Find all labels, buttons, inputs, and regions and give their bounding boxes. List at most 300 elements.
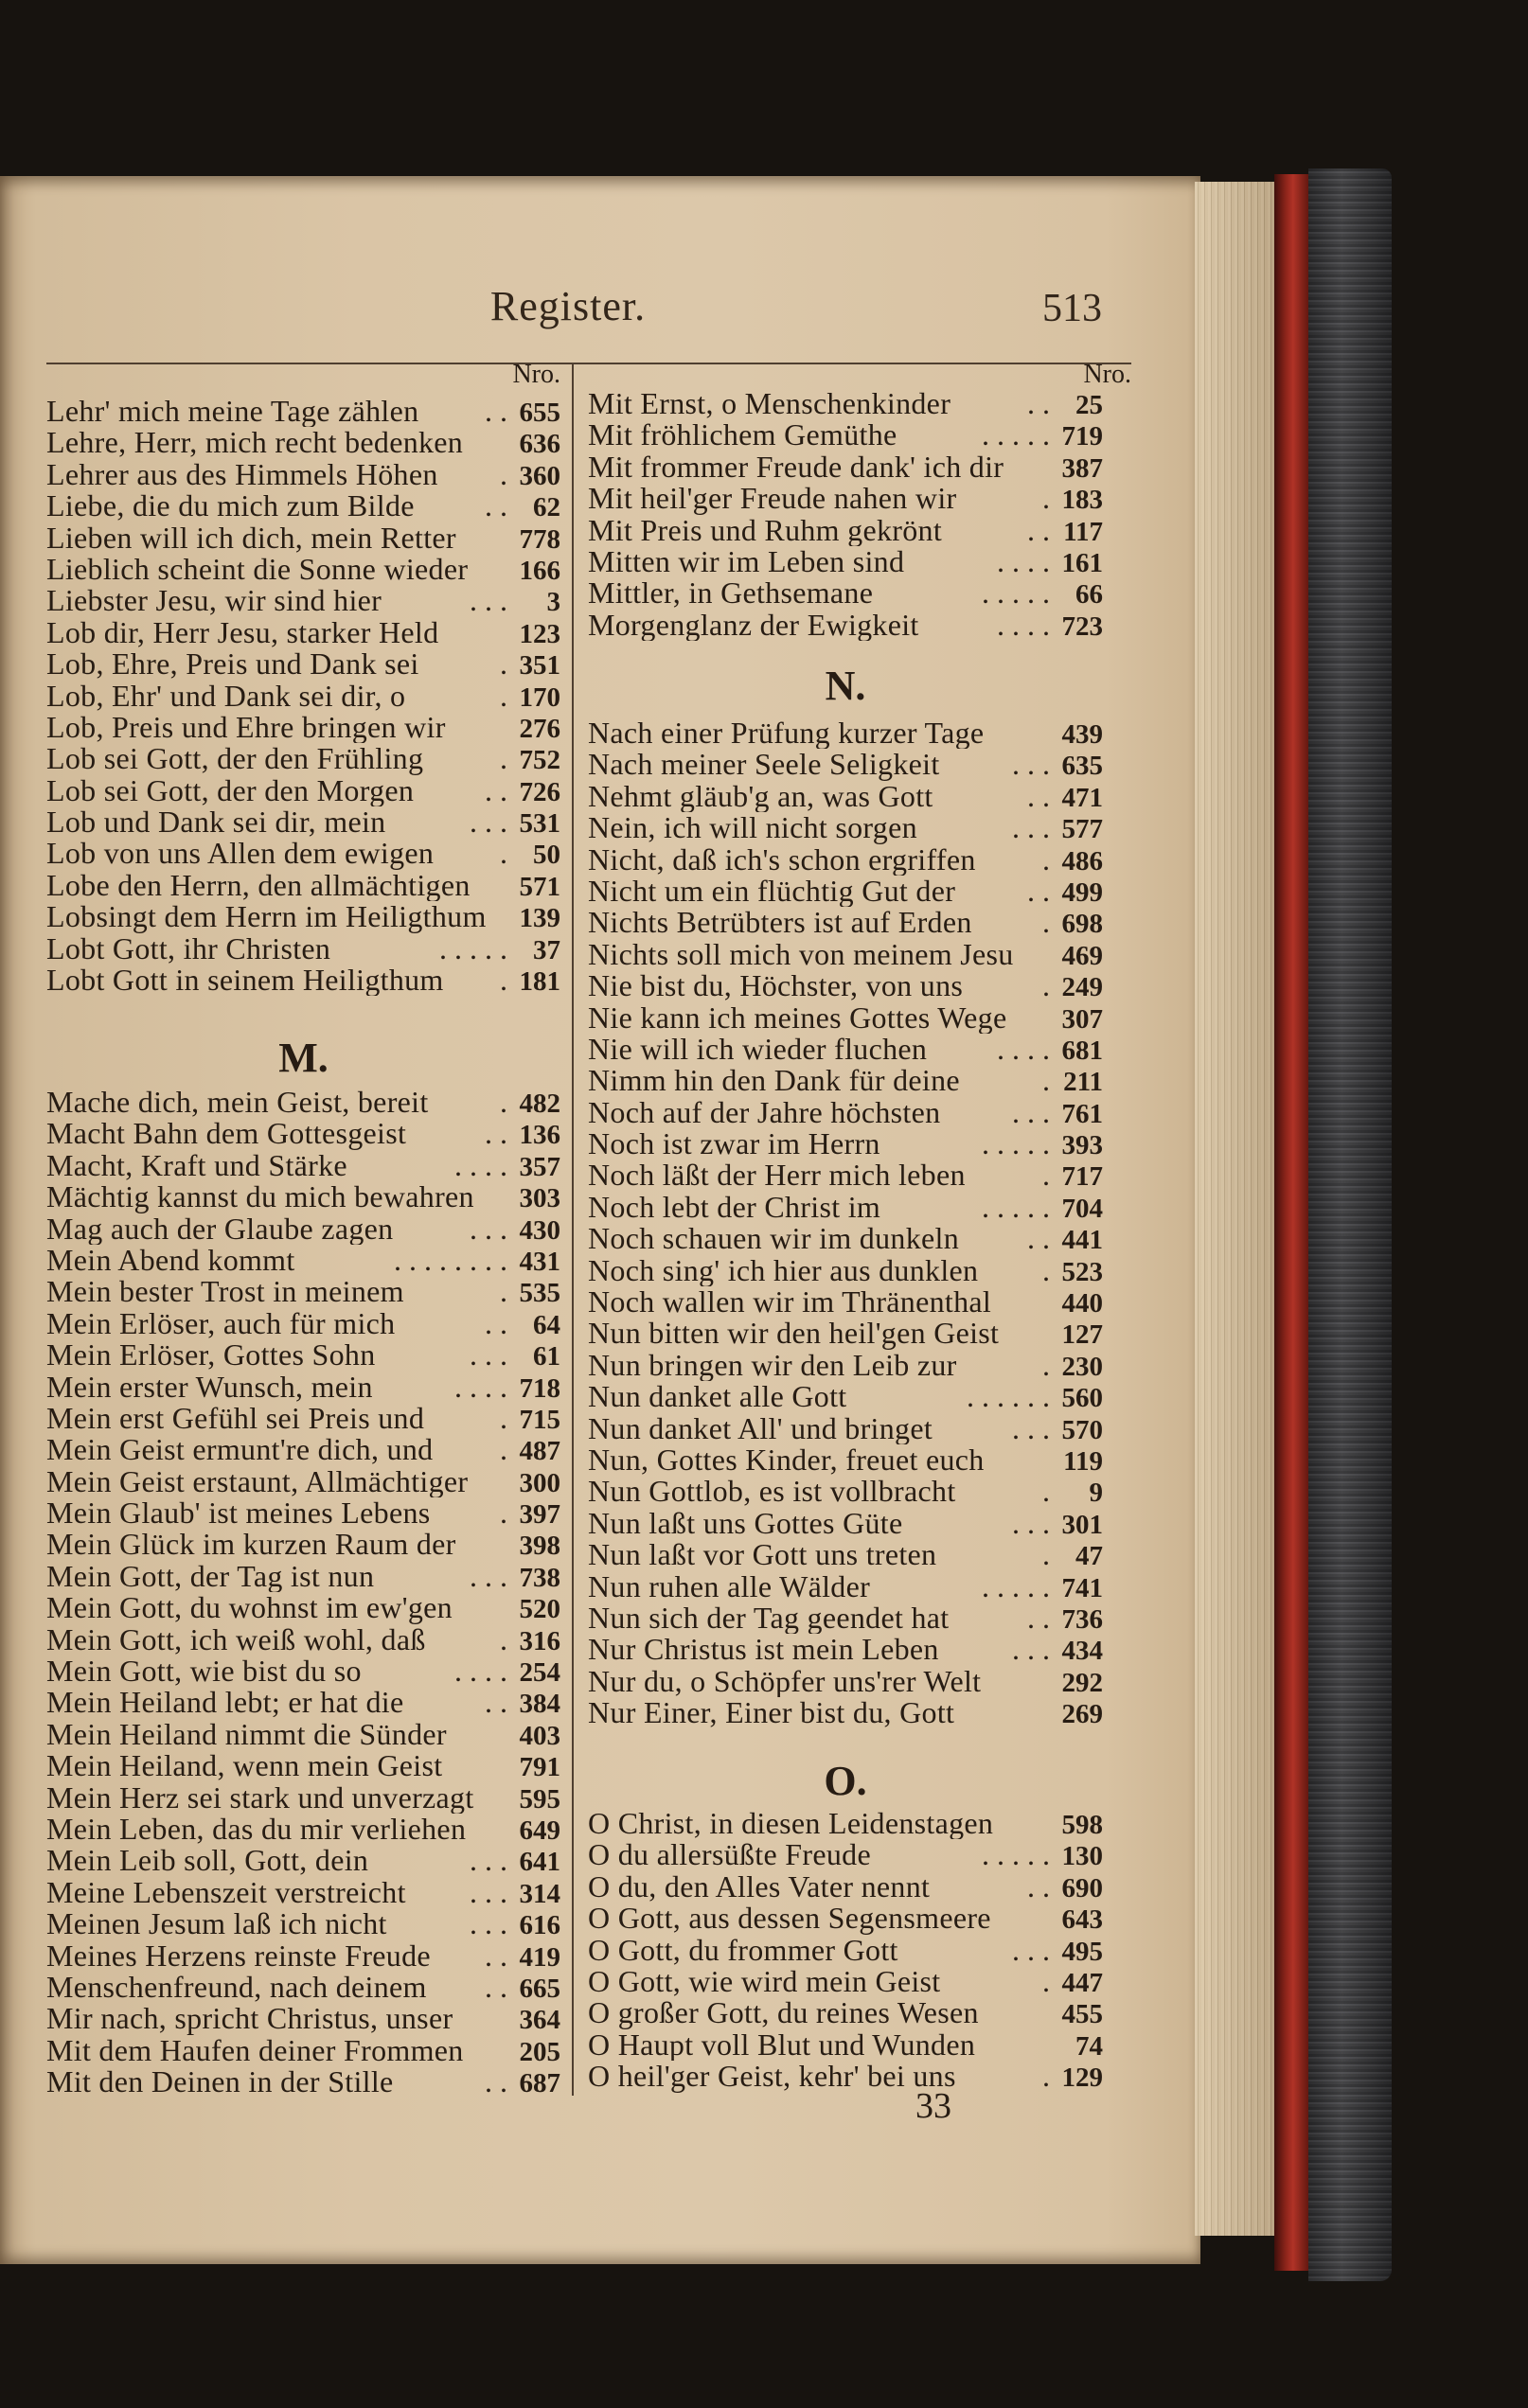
entry-leader-dots: . . . — [1012, 749, 1050, 781]
entry-title: Noch wallen wir im Thränenthal — [588, 1286, 992, 1319]
index-entry — [46, 1087, 560, 1118]
index-entry — [46, 1466, 560, 1497]
hymn-number: 531 — [519, 808, 560, 840]
hymn-number: 520 — [519, 1594, 560, 1625]
hymn-number: 130 — [1061, 1841, 1103, 1872]
index-entry — [46, 1150, 560, 1181]
hymn-number: 254 — [519, 1657, 560, 1689]
entry-leader-dots: . — [1042, 1965, 1050, 1998]
entry-title: Noch ist zwar im Herrn — [588, 1128, 880, 1160]
entry-title: Nie bist du, Höchster, von uns — [588, 970, 964, 1002]
entry-title: O heil'ger Geist, kehr' bei uns — [588, 2061, 956, 2093]
index-entry — [588, 1065, 1103, 1096]
entry-title: Lobsingt dem Herrn im Heiligthum — [46, 901, 487, 933]
section-heading-n: N. — [825, 663, 866, 709]
entry-title: Mein Geist ermunt're dich, und — [46, 1434, 434, 1466]
entry-title: Mit dem Haufen deiner Frommen — [46, 2034, 464, 2067]
hymn-number: 276 — [519, 713, 560, 744]
entry-title: Nichts soll mich von meinem Jesu — [588, 938, 1014, 971]
entry-title: Noch lebt der Christ im — [588, 1191, 881, 1224]
hymn-number: 301 — [1061, 1509, 1103, 1540]
entry-title: Nichts Betrübters ist auf Erden — [588, 907, 972, 939]
hymn-number: 384 — [519, 1689, 560, 1720]
entry-leader-dots: . — [500, 1276, 507, 1308]
index-entry — [46, 806, 560, 838]
entry-leader-dots: . . — [1027, 875, 1050, 908]
entry-leader-dots: . . — [485, 1687, 507, 1719]
entry-leader-dots: . . — [1027, 1870, 1050, 1903]
entry-title: Nach meiner Seele Seligkeit — [588, 749, 940, 781]
entry-title: Mein Geist erstaunt, Allmächtiger — [46, 1465, 469, 1498]
entry-leader-dots: . . — [485, 1971, 507, 2004]
hymn-number: 403 — [519, 1720, 560, 1751]
index-entry — [588, 1192, 1103, 1223]
hymn-number: 482 — [519, 1089, 560, 1119]
hymn-number: 752 — [519, 745, 560, 776]
entry-leader-dots: . — [500, 458, 507, 491]
hymn-number: 726 — [519, 776, 560, 807]
entry-title: Meinen Jesum laß ich nicht — [46, 1908, 387, 1940]
index-entry — [588, 1839, 1103, 1870]
hymn-number: 269 — [1061, 1699, 1103, 1730]
index-entry — [46, 1687, 560, 1718]
entry-title: Nun laßt uns Gottes Güte — [588, 1507, 903, 1540]
entry-leader-dots: . — [1042, 1160, 1050, 1192]
hymn-number: 314 — [519, 1878, 560, 1909]
entry-title: Mein Leib soll, Gott, dein — [46, 1845, 369, 1877]
index-entry — [588, 781, 1103, 812]
hymn-number: 211 — [1063, 1067, 1103, 1098]
hymn-number: 351 — [519, 650, 560, 682]
hymn-number: 598 — [1061, 1810, 1103, 1840]
entry-title: Mein Glück im kurzen Raum der — [46, 1529, 456, 1561]
entry-leader-dots: . . . . — [454, 1371, 507, 1403]
index-entry — [588, 939, 1103, 970]
hymn-number: 419 — [519, 1941, 560, 1973]
entry-title: O Haupt voll Blut und Wunden — [588, 2028, 976, 2062]
entry-title: Mein Gott, ich weiß wohl, daß — [46, 1623, 426, 1656]
entry-leader-dots: . — [1042, 1254, 1050, 1287]
hymn-number: 719 — [1061, 421, 1103, 452]
index-entry — [46, 743, 560, 774]
hymn-number: 741 — [1061, 1572, 1103, 1603]
index-entry — [46, 1403, 560, 1434]
entry-leader-dots: . — [500, 648, 507, 681]
entry-leader-dots: . . . — [1012, 1934, 1050, 1966]
index-entry — [588, 1255, 1103, 1286]
entry-leader-dots: . — [1042, 970, 1050, 1002]
index-entry — [46, 1339, 560, 1371]
hymn-number: 715 — [519, 1404, 560, 1435]
hymn-number: 791 — [519, 1752, 560, 1783]
entry-title: Nie kann ich meines Gottes Wege — [588, 1001, 1007, 1034]
index-entry — [46, 1372, 560, 1403]
entry-title: Lob sei Gott, der den Frühling — [46, 743, 424, 775]
index-entry — [588, 388, 1103, 419]
hymn-number: 387 — [1061, 452, 1103, 484]
index-entry — [588, 1286, 1103, 1318]
entry-leader-dots: . . . — [470, 1560, 507, 1593]
index-entry — [588, 1128, 1103, 1160]
entry-leader-dots: . . . . . — [982, 1128, 1050, 1160]
entry-title: Nun Gottlob, es ist vollbracht — [588, 1476, 956, 1508]
index-entry — [46, 1181, 560, 1213]
number-column-label-right: Nro. — [1083, 360, 1131, 389]
hymn-number: 718 — [519, 1372, 560, 1404]
index-entry — [588, 1476, 1103, 1507]
entry-title: Mit fröhlichem Gemüthe — [588, 419, 897, 452]
index-entry — [46, 1561, 560, 1592]
hymn-number: 300 — [519, 1467, 560, 1498]
index-entry — [588, 717, 1103, 749]
index-entry — [46, 1592, 560, 1623]
cover-edge — [1274, 174, 1308, 2271]
entry-leader-dots: . — [1042, 843, 1050, 876]
entry-leader-dots: . . — [485, 490, 507, 522]
index-entry — [46, 775, 560, 806]
index-list-n — [588, 717, 1103, 1729]
index-entry — [46, 1245, 560, 1276]
entry-title: Mein Abend kommt — [46, 1244, 295, 1277]
entry-leader-dots: . . — [485, 2066, 507, 2098]
index-entry — [588, 1097, 1103, 1128]
hymn-number: 64 — [533, 1309, 560, 1340]
entry-title: Mein Gott, wie bist du so — [46, 1656, 362, 1688]
index-entry — [588, 1966, 1103, 1997]
entry-title: Lobt Gott in seinem Heiligthum — [46, 965, 444, 997]
entry-title: O du allersüßte Freude — [588, 1839, 871, 1871]
entry-leader-dots: . — [1042, 2061, 1050, 2093]
entry-title: Meines Herzens reinste Freude — [46, 1939, 431, 1972]
index-entry — [46, 1213, 560, 1245]
entry-title: Mag auch der Glaube zagen — [46, 1213, 394, 1245]
index-entry — [46, 1118, 560, 1149]
index-entry — [46, 427, 560, 458]
hymn-number: 636 — [519, 429, 560, 460]
hymn-number: 441 — [1061, 1225, 1103, 1256]
hymn-number: 486 — [1061, 845, 1103, 876]
index-entry — [588, 812, 1103, 843]
index-entry — [46, 870, 560, 901]
entry-title: Mit Preis und Ruhm gekrönt — [588, 514, 943, 546]
hymn-number: 166 — [519, 555, 560, 586]
index-entry — [588, 546, 1103, 577]
entry-title: Mein Erlöser, Gottes Sohn — [46, 1339, 376, 1372]
hymn-number: 471 — [1061, 782, 1103, 813]
entry-leader-dots: . . . . . — [982, 577, 1050, 610]
entry-leader-dots: . — [1042, 1349, 1050, 1382]
entry-leader-dots: . — [500, 1087, 507, 1119]
index-entry — [46, 1624, 560, 1656]
entry-title: Mein Leben, das du mir verliehen — [46, 1813, 467, 1846]
index-entry — [588, 1997, 1103, 2028]
hymn-number: 430 — [519, 1214, 560, 1246]
entry-title: Lieben will ich dich, mein Retter — [46, 522, 456, 554]
index-entry — [588, 1602, 1103, 1634]
index-entry — [588, 1002, 1103, 1034]
index-entry — [588, 844, 1103, 876]
entry-leader-dots: . . . — [1012, 1507, 1050, 1540]
index-entry — [588, 1318, 1103, 1349]
hymn-number: 66 — [1075, 579, 1103, 611]
entry-title: Mächtig kannst du mich bewahren — [46, 1181, 474, 1213]
entry-title: Nehmt gläub'g an, was Gott — [588, 780, 933, 813]
page-number: 513 — [1042, 287, 1102, 330]
number-column-label-left: Nro. — [512, 360, 560, 389]
index-entry — [46, 490, 560, 522]
entry-title: Lehr' mich meine Tage zählen — [46, 396, 419, 428]
hymn-number: 205 — [519, 2036, 560, 2067]
index-entry — [46, 1434, 560, 1465]
index-entry — [46, 1656, 560, 1687]
entry-title: Noch läßt der Herr mich leben — [588, 1160, 966, 1192]
entry-title: Lob und Dank sei dir, mein — [46, 806, 386, 839]
hymn-number: 641 — [519, 1847, 560, 1878]
section-heading-o: O. — [824, 1758, 867, 1804]
entry-title: Morgenglanz der Ewigkeit — [588, 609, 919, 642]
entry-leader-dots: . — [1042, 907, 1050, 939]
column-divider — [572, 363, 574, 2096]
hymn-number: 74 — [1075, 2030, 1103, 2062]
index-entry — [588, 1808, 1103, 1839]
entry-title: Mein erster Wunsch, mein — [46, 1371, 373, 1403]
entry-title: Mein Gott, du wohnst im ew'gen — [46, 1592, 453, 1624]
index-entry — [588, 1935, 1103, 1966]
index-entry — [46, 1877, 560, 1908]
entry-title: Mein Herz sei stark und unverzagt — [46, 1781, 474, 1814]
entry-title: Lehrer aus des Himmels Höhen — [46, 458, 438, 491]
entry-leader-dots: . — [500, 1434, 507, 1466]
entry-title: Nicht, daß ich's schon ergriffen — [588, 843, 976, 876]
hymn-number: 595 — [519, 1783, 560, 1815]
entry-leader-dots: . . — [1027, 514, 1050, 546]
entry-leader-dots: . . . — [470, 1876, 507, 1909]
index-entry — [588, 1034, 1103, 1065]
entry-title: Mit den Deinen in der Stille — [46, 2066, 394, 2098]
page-title: Register. — [489, 283, 647, 329]
hymn-number: 292 — [1061, 1667, 1103, 1698]
hymn-number: 778 — [519, 523, 560, 555]
hymn-number: 698 — [1061, 909, 1103, 940]
hymn-number: 249 — [1061, 972, 1103, 1003]
entry-title: Noch schauen wir im dunkeln — [588, 1223, 960, 1255]
index-entry — [588, 577, 1103, 609]
index-entry — [46, 838, 560, 869]
index-entry — [588, 1160, 1103, 1191]
entry-leader-dots: . . . . . — [982, 1839, 1050, 1871]
entry-title: Nun laßt vor Gott uns treten — [588, 1539, 937, 1571]
entry-title: Nun ruhen alle Wälder — [588, 1570, 871, 1602]
index-entry — [588, 2029, 1103, 2061]
hymn-number: 560 — [1061, 1383, 1103, 1414]
entry-title: Noch auf der Jahre höchsten — [588, 1096, 941, 1129]
entry-leader-dots: . . . — [470, 1845, 507, 1877]
hymn-number: 61 — [533, 1341, 560, 1372]
entry-title: Nun sich der Tag geendet hat — [588, 1602, 950, 1635]
entry-leader-dots: . . — [485, 1118, 507, 1150]
entry-title: Nur Christus ist mein Leben — [588, 1634, 939, 1666]
hymn-number: 690 — [1061, 1872, 1103, 1903]
entry-leader-dots: . . . . . — [439, 932, 507, 965]
index-entry — [46, 1908, 560, 1939]
entry-title: O Gott, du frommer Gott — [588, 1934, 898, 1966]
entry-leader-dots: . . . . — [997, 609, 1050, 642]
signature-mark: 33 — [915, 2086, 951, 2126]
index-entry — [588, 452, 1103, 483]
hymn-number: 357 — [519, 1151, 560, 1182]
hymn-number: 181 — [519, 966, 560, 998]
entry-title: Mein Heiland, wenn mein Geist — [46, 1750, 443, 1782]
entry-leader-dots: . . . — [470, 1213, 507, 1245]
index-entry — [46, 901, 560, 932]
entry-leader-dots: . . . . — [997, 545, 1050, 578]
entry-title: Lieblich scheint die Sonne wieder — [46, 553, 469, 586]
entry-leader-dots: . . — [1027, 1602, 1050, 1635]
hymn-number: 681 — [1061, 1035, 1103, 1066]
entry-leader-dots: . . . — [1012, 1096, 1050, 1129]
hymn-number: 139 — [519, 903, 560, 934]
entry-leader-dots: . . — [485, 1939, 507, 1972]
hymn-number: 117 — [1063, 516, 1103, 547]
header-rule — [46, 363, 1131, 364]
hymn-number: 397 — [519, 1499, 560, 1531]
entry-leader-dots: . . — [1027, 1223, 1050, 1255]
entry-title: Lobe den Herrn, den allmächtigen — [46, 869, 471, 902]
entry-title: Nimm hin den Dank für deine — [588, 1065, 960, 1097]
hymn-number: 3 — [546, 587, 560, 618]
hymn-number: 455 — [1061, 1999, 1103, 2030]
index-entry — [588, 1871, 1103, 1903]
index-entry — [46, 396, 560, 427]
entry-leader-dots: . — [500, 1402, 507, 1435]
hymn-number: 717 — [1061, 1161, 1103, 1193]
entry-title: Nun danket alle Gott — [588, 1381, 847, 1413]
index-entry — [588, 1350, 1103, 1381]
index-entry — [588, 1903, 1103, 1934]
index-entry — [46, 933, 560, 965]
hymn-number: 170 — [519, 682, 560, 713]
index-entry — [588, 1666, 1103, 1697]
entry-title: Mein bester Trost in meinem — [46, 1276, 404, 1308]
entry-title: Mein erst Gefühl sei Preis und — [46, 1402, 425, 1435]
index-list-o — [588, 1808, 1103, 2093]
hymn-number: 723 — [1061, 611, 1103, 642]
hymn-number: 447 — [1061, 1967, 1103, 1998]
hymn-number: 127 — [1061, 1319, 1103, 1351]
entry-title: Mein Heiland lebt; er hat die — [46, 1687, 404, 1719]
hymn-number: 761 — [1061, 1098, 1103, 1129]
hymn-number: 393 — [1061, 1130, 1103, 1161]
entry-title: Nur du, o Schöpfer uns'rer Welt — [588, 1665, 982, 1698]
entry-title: Lob, Ehre, Preis und Dank sei — [46, 648, 419, 681]
entry-title: Nun bitten wir den heil'gen Geist — [588, 1318, 1000, 1350]
index-entry — [588, 1697, 1103, 1728]
index-entry — [588, 970, 1103, 1001]
entry-leader-dots: . . . . . — [982, 419, 1050, 452]
hymn-number: 360 — [519, 460, 560, 491]
index-entry — [46, 459, 560, 490]
entry-title: Meine Lebenszeit verstreicht — [46, 1876, 406, 1909]
hymn-number: 50 — [533, 840, 560, 871]
hymn-number: 129 — [1061, 2063, 1103, 2094]
entry-leader-dots: . — [500, 838, 507, 870]
entry-leader-dots: . . . . . . . . — [394, 1244, 507, 1277]
hymn-number: 495 — [1061, 1936, 1103, 1967]
index-entry — [588, 1539, 1103, 1570]
entry-leader-dots: . . — [1027, 388, 1050, 420]
entry-leader-dots: . — [1042, 1065, 1050, 1097]
spine-cloth — [1308, 168, 1392, 2281]
entry-title: Nie will ich wieder fluchen — [588, 1033, 928, 1066]
entry-leader-dots: . . . . . . — [967, 1381, 1050, 1413]
entry-title: Macht, Kraft und Stärke — [46, 1149, 347, 1182]
hymn-number: 487 — [519, 1436, 560, 1467]
hymn-number: 440 — [1061, 1288, 1103, 1319]
entry-leader-dots: . — [1042, 1476, 1050, 1508]
index-entry — [588, 876, 1103, 907]
hymn-number: 687 — [519, 2068, 560, 2099]
entry-title: Nicht um ein flüchtig Gut der — [588, 875, 956, 908]
index-entry — [46, 1497, 560, 1529]
entry-title: O großer Gott, du reines Wesen — [588, 1997, 979, 2029]
entry-leader-dots: . . . — [470, 806, 507, 839]
entry-title: Mit Ernst, o Menschenkinder — [588, 388, 951, 420]
index-entry — [46, 617, 560, 648]
index-entry — [46, 1972, 560, 2003]
entry-leader-dots: . . . — [1012, 812, 1050, 844]
index-list-m — [46, 1087, 560, 2098]
hymn-number: 434 — [1061, 1636, 1103, 1667]
hymn-number: 616 — [519, 1910, 560, 1941]
hymn-number: 635 — [1061, 751, 1103, 782]
entry-title: Mein Glaub' ist meines Lebens — [46, 1497, 431, 1530]
index-entry — [588, 1381, 1103, 1412]
entry-leader-dots: . . . — [470, 1339, 507, 1372]
entry-title: Nun bringen wir den Leib zur — [588, 1349, 957, 1382]
entry-title: Nun danket All' und bringet — [588, 1412, 933, 1444]
entry-leader-dots: . . — [485, 774, 507, 807]
hymn-number: 47 — [1075, 1541, 1103, 1572]
index-entry — [46, 1276, 560, 1307]
index-entry — [588, 1508, 1103, 1539]
entry-title: Nein, ich will nicht sorgen — [588, 812, 917, 844]
hymn-number: 439 — [1061, 719, 1103, 750]
entry-leader-dots: . — [1042, 1539, 1050, 1571]
hymn-number: 469 — [1061, 940, 1103, 971]
entry-leader-dots: . — [500, 1497, 507, 1530]
index-entry — [588, 419, 1103, 451]
index-entry — [588, 2061, 1103, 2092]
hymn-number: 736 — [1061, 1603, 1103, 1635]
index-entry — [588, 749, 1103, 780]
hymn-number: 431 — [519, 1246, 560, 1277]
entry-title: Noch sing' ich hier aus dunklen — [588, 1254, 979, 1287]
hymn-number: 9 — [1089, 1478, 1103, 1509]
entry-leader-dots: . . . — [1012, 1634, 1050, 1666]
index-entry — [46, 1782, 560, 1814]
index-entry — [46, 554, 560, 585]
index-entry — [46, 648, 560, 680]
index-entry — [46, 1845, 560, 1876]
index-entry — [46, 522, 560, 554]
index-entry — [46, 2066, 560, 2098]
entry-title: Liebster Jesu, wir sind hier — [46, 585, 382, 617]
hymn-number: 643 — [1061, 1904, 1103, 1936]
entry-title: Nur Einer, Einer bist du, Gott — [588, 1697, 955, 1729]
hymn-number: 665 — [519, 1973, 560, 2004]
index-entry — [46, 965, 560, 996]
index-list-m-continued — [588, 388, 1103, 641]
